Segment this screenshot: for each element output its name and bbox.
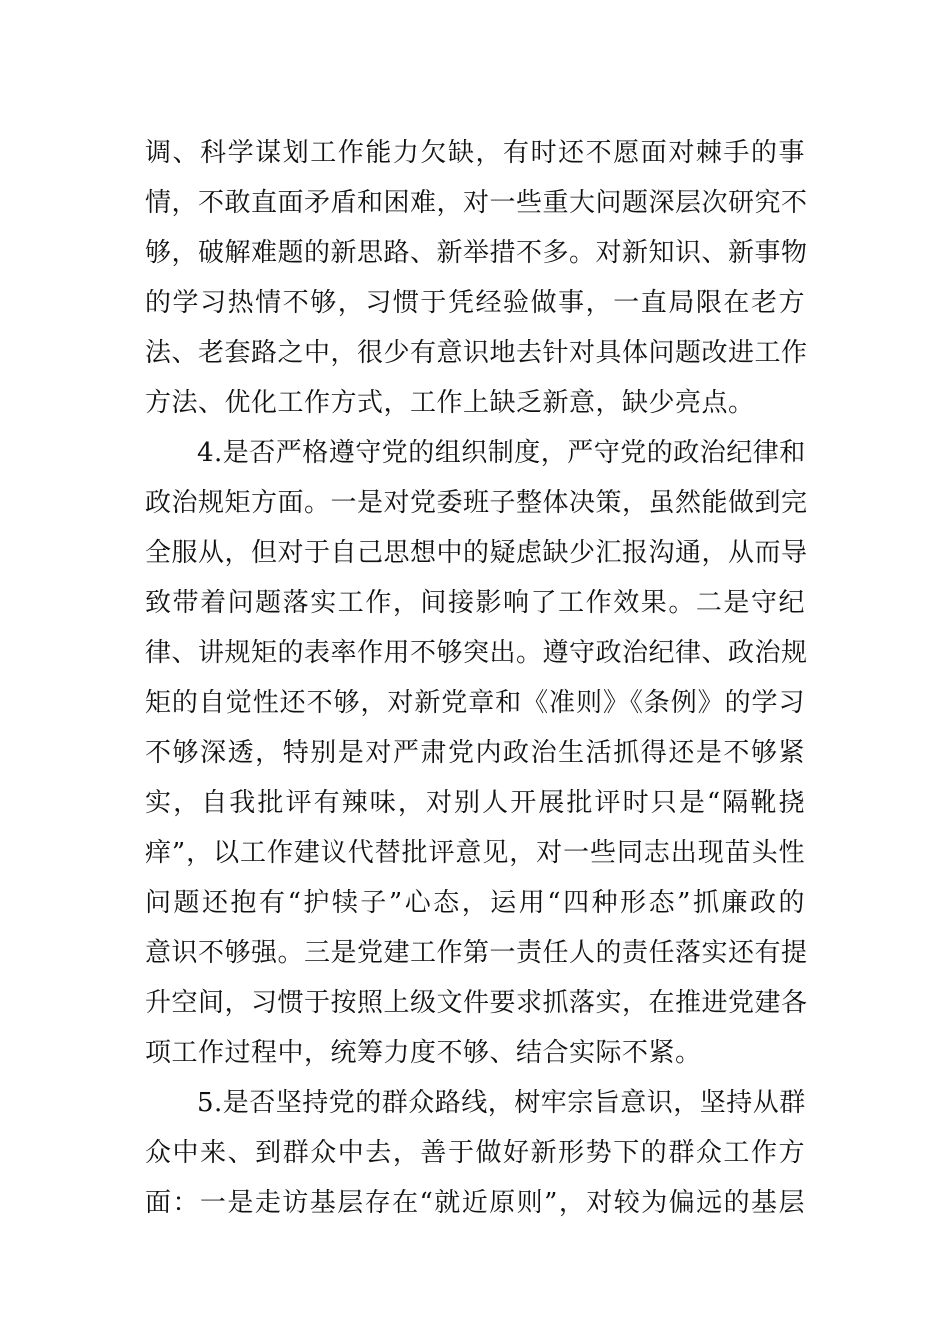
paragraph-line: 项工作过程中，统筹力度不够、结合实际不紧。 bbox=[145, 1038, 702, 1068]
paragraph-line: 面：一是走访基层存在“就近原则”，对较为偏远的基层 bbox=[145, 1188, 805, 1218]
paragraph-line: 调、科学谋划工作能力欠缺，有时还不愿面对棘手的事 bbox=[145, 138, 805, 168]
paragraph-line: 升空间，习惯于按照上级文件要求抓落实，在推进党建各 bbox=[145, 988, 808, 1018]
document-body bbox=[145, 128, 808, 1228]
paragraph-line: 痒”，以工作建议代替批评意见，对一些同志出现苗头性 bbox=[145, 838, 805, 868]
paragraph-line: 问题还抱有“护犊子”心态，运用“四种形态”抓廉政的 bbox=[145, 888, 805, 918]
section-heading-line: 4.是否严格遵守党的组织制度，严守党的政治纪律和 bbox=[197, 438, 806, 468]
paragraph-line: 众中来、到群众中去，善于做好新形势下的群众工作方 bbox=[145, 1138, 805, 1168]
paragraph-line: 矩的自觉性还不够，对新党章和《准则》《条例》的学习 bbox=[145, 688, 805, 718]
paragraph-line: 不够深透，特别是对严肃党内政治生活抓得还是不够紧 bbox=[145, 738, 805, 768]
section-heading-line: 5.是否坚持党的群众路线，树牢宗旨意识，坚持从群 bbox=[197, 1088, 806, 1118]
paragraph-line: 情，不敢直面矛盾和困难，对一些重大问题深层次研究不 bbox=[145, 188, 808, 218]
paragraph-line: 方法、优化工作方式，工作上缺乏新意，缺少亮点。 bbox=[145, 388, 755, 418]
paragraph-line: 律、讲规矩的表率作用不够突出。遵守政治纪律、政治规 bbox=[145, 638, 808, 668]
paragraph-line: 的学习热情不够，习惯于凭经验做事，一直局限在老方 bbox=[145, 288, 805, 318]
paragraph-line: 意识不够强。三是党建工作第一责任人的责任落实还有提 bbox=[145, 938, 808, 968]
paragraph-line: 政治规矩方面。一是对党委班子整体决策，虽然能做到完 bbox=[145, 488, 808, 518]
paragraph-line: 法、老套路之中，很少有意识地去针对具体问题改进工作 bbox=[145, 338, 808, 368]
paragraph-line: 全服从，但对于自己思想中的疑虑缺少汇报沟通，从而导 bbox=[145, 538, 808, 568]
paragraph-line: 致带着问题落实工作，间接影响了工作效果。二是守纪 bbox=[145, 588, 805, 618]
paragraph-line: 实，自我批评有辣味，对别人开展批评时只是“隔靴挠 bbox=[145, 788, 805, 818]
paragraph-line: 够，破解难题的新思路、新举措不多。对新知识、新事物 bbox=[145, 238, 808, 268]
